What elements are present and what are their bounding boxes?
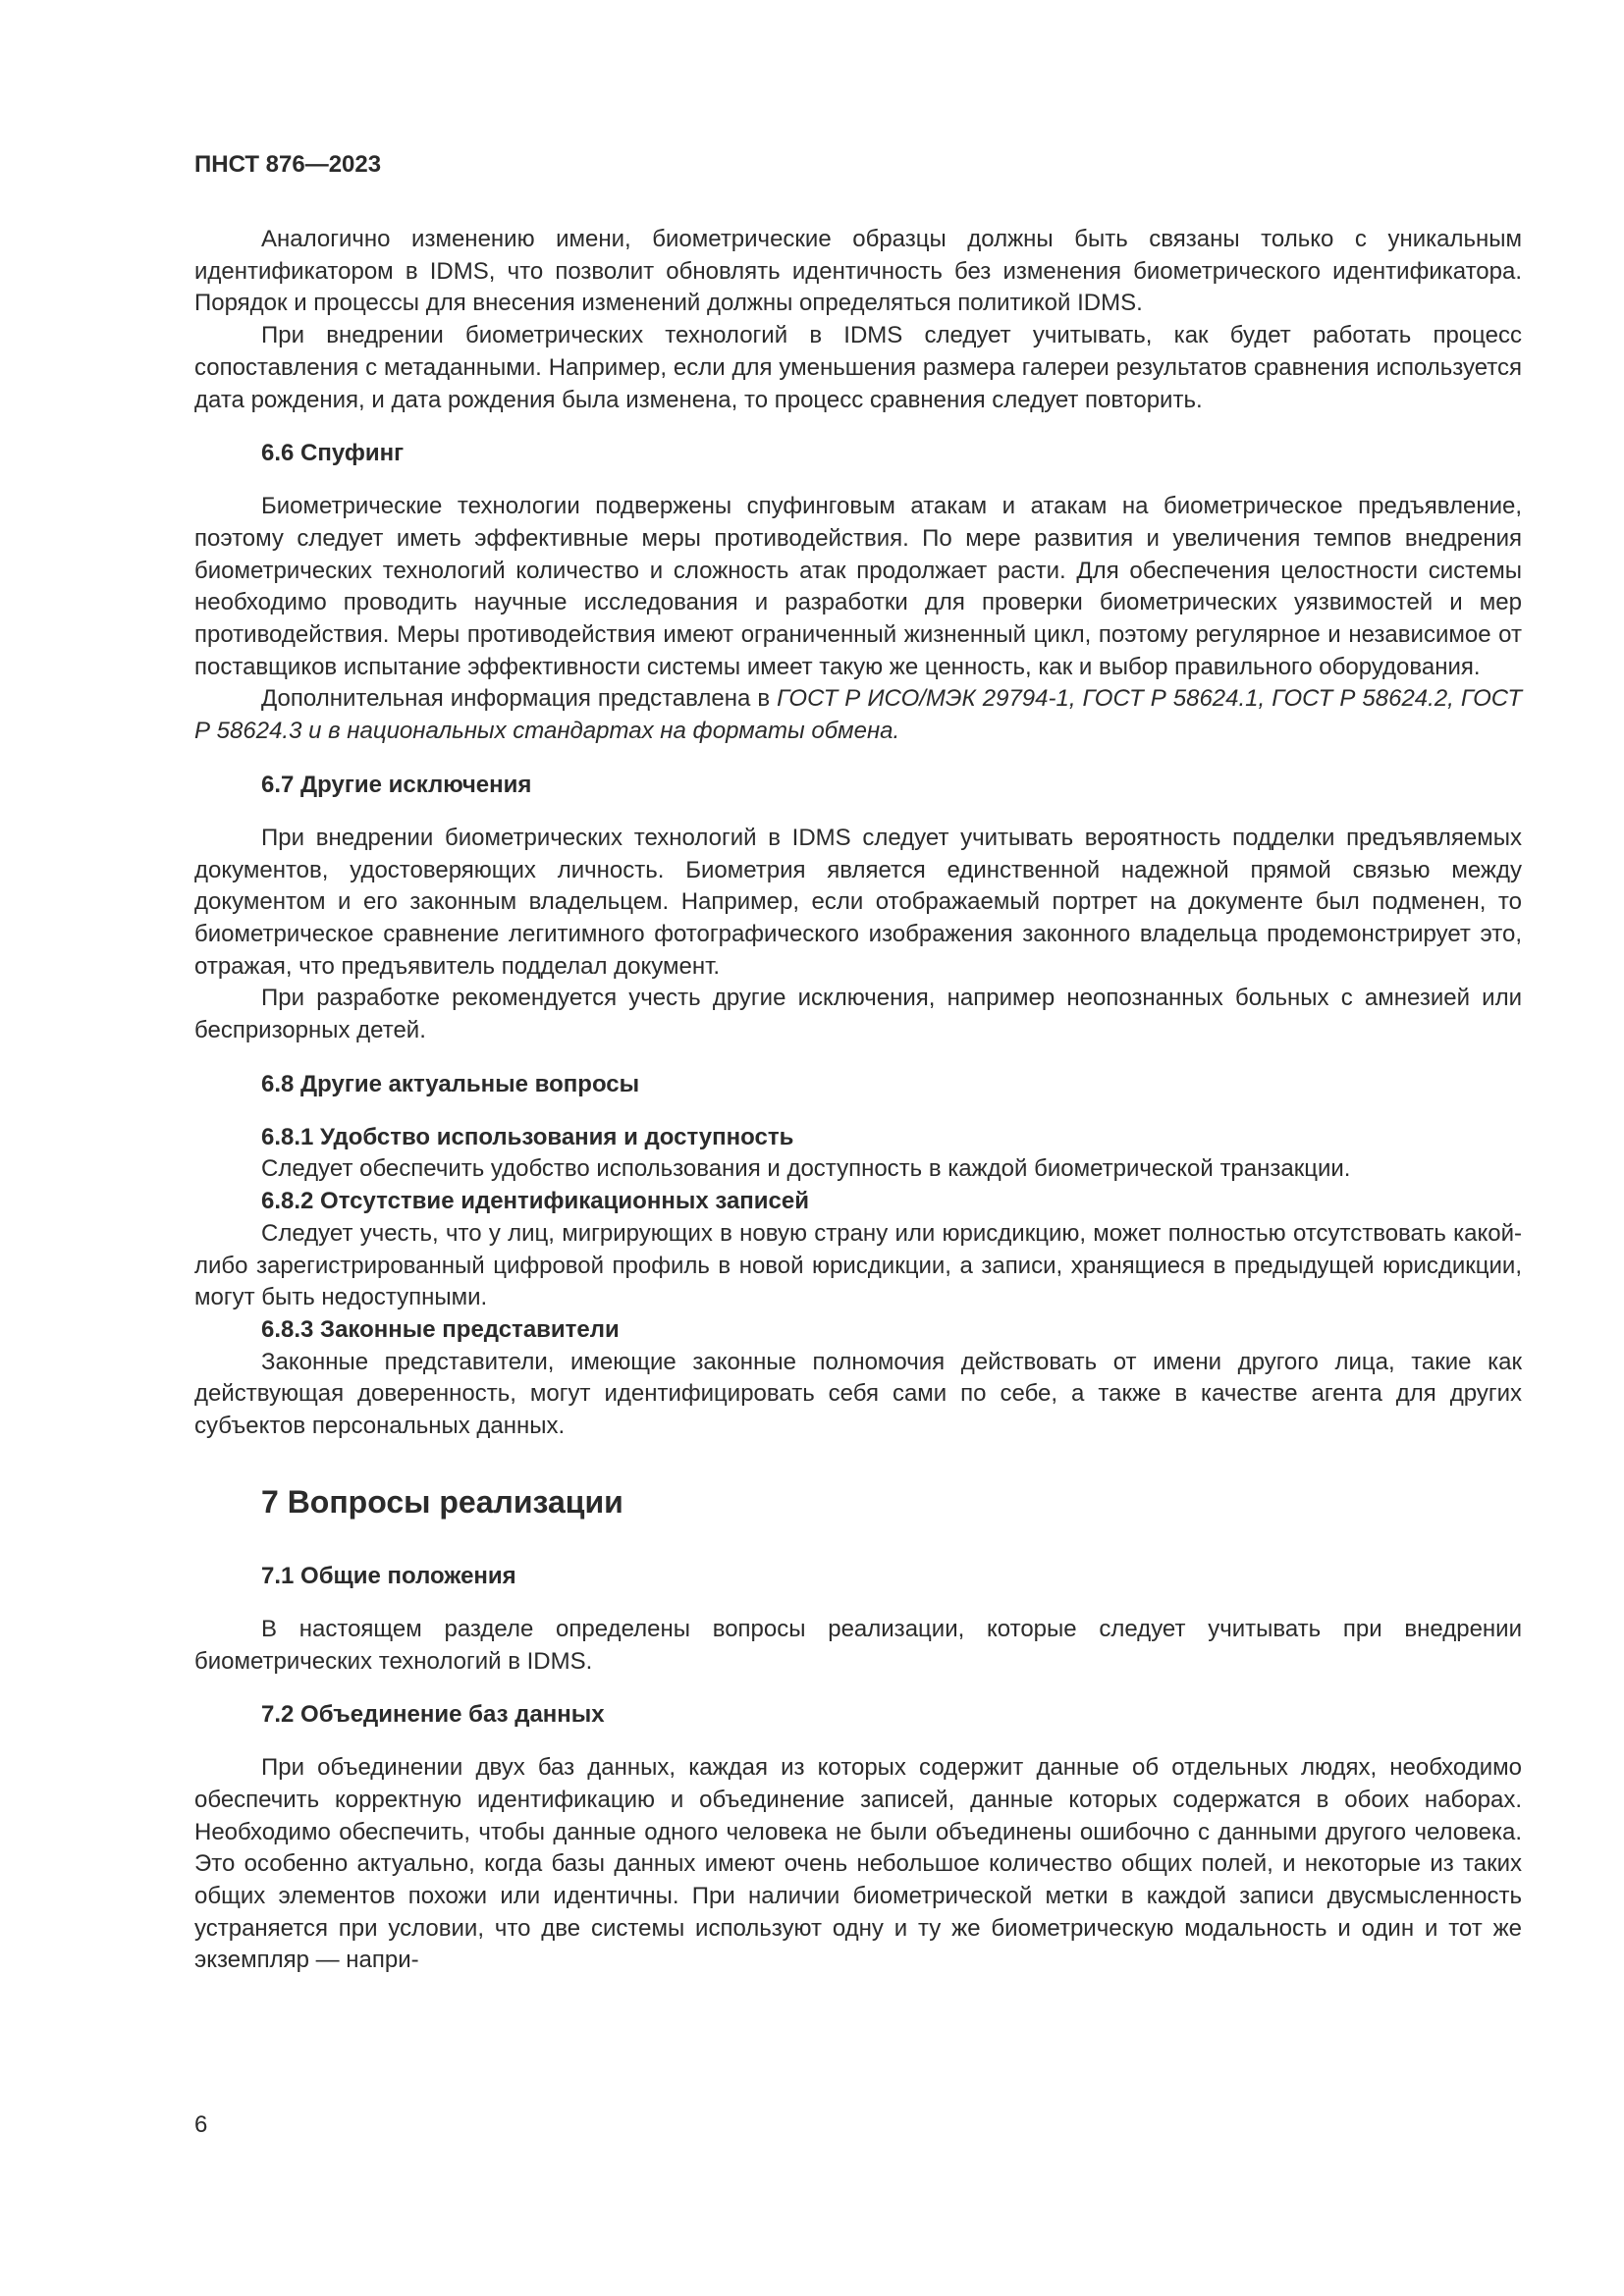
subsection-heading-6-8-1: 6.8.1 Удобство использования и доступность (261, 1123, 794, 1150)
section-heading-6-7: 6.7 Другие исключения (261, 771, 532, 798)
paragraph-6-7-2: При разработке рекомендуется учесть другие исключения, например неопознанных больных с амнезией или беспризорных детей. (194, 985, 1522, 1044)
paragraph-intro-2: При внедрении биометрических технологий в IDMS следует учитывать, как будет работать процесс сопоставления с метаданными. Например, если для уменьшения размера галереи результатов сравнения используется дата рождения, и дата рождения была изменена, то процесс сравнения следует повторить. (194, 322, 1522, 413)
section-heading-7: 7 Вопросы реализации (261, 1483, 623, 1520)
paragraph-6-6-1: Биометрические технологии подвержены спуфинговым атакам и атакам на биометрическое предъявление, поэтому следует иметь эффективные меры противодействия. По мере развития и увеличения темпов внедрения биометрических технологий количество и сложность атак продолжает расти. Для обеспечения целостности системы необходимо проводить научные исследования и разработки для проверки биометрических уязвимостей и мер противодействия. Меры противодействия имеют ограниченный жизненный цикл, поэтому регулярное и независимое от поставщиков испытание эффективности системы имеет такую же ценность, как и выбор правильного оборудования. (194, 493, 1522, 680)
paragraph-intro-1: Аналогично изменению имени, биометрические образцы должны быть связаны только с уникальным идентификатором в IDMS, что позволит обновлять идентичность без изменения биометрического идентификатора. Порядок и процессы для внесения изменений должны определяться политикой IDMS. (194, 226, 1522, 317)
paragraph-6-6-2 (194, 683, 1522, 747)
section-heading-6-6: 6.6 Спуфинг (261, 440, 405, 467)
paragraph-6-8-3: Законные представители, имеющие законные полномочия действовать от имени другого лица, такие как действующая доверенность, могут идентифицировать себя сами по себе, а также в качестве агента для других субъектов персональных данных. (194, 1348, 1522, 1440)
paragraph-7-1: В настоящем разделе определены вопросы реализации, которые следует учитывать при внедрении биометрических технологий в IDMS. (194, 1615, 1522, 1675)
paragraph-6-7-1: При внедрении биометрических технологий в IDMS следует учитывать вероятность подделки предъявляемых документов, удостоверяющих личность. Биометрия является единственной надежной прямой связью между документом и его законным владельцем. Например, если отображаемый портрет на документе был подменен, то биометрическое сравнение легитимного фотографического изображения законного владельца продемонстрирует это, отражая, что предъявитель подделал документ. (194, 824, 1522, 980)
paragraph-6-6-2-lead: Дополнительная информация представлена в (261, 685, 778, 713)
document-body (194, 224, 1522, 1977)
subsection-heading-6-8-2: 6.8.2 Отсутствие идентификационных записей (261, 1188, 809, 1215)
page-number: 6 (194, 2111, 208, 2138)
paragraph-6-8-1: Следует обеспечить удобство использования и доступность в каждой биометрической транзакции. (261, 1155, 1351, 1183)
section-heading-6-8: 6.8 Другие актуальные вопросы (261, 1070, 640, 1097)
standards-references: ГОСТ Р ИСО/МЭК 29794-1, ГОСТ Р 58624.1, ГОСТ Р 58624.2, ГОСТ Р 58624.3 и в национальных стандартах на форматы обмена. (194, 685, 1523, 745)
paragraph-7-2: При объединении двух баз данных, каждая из которых содержит данные об отдельных людях, необходимо обеспечить корректную идентификацию и объединение записей, данные которых содержатся в обоих наборах. Необходимо обеспечить, чтобы данные одного человека не были объединены ошибочно с данными другого человека. Это особенно актуально, когда базы данных имеют очень небольшое количество общих полей, и некоторые из таких общих элементов похожи или идентичны. При наличии биометрической метки в каждой записи двусмысленность устраняется при условии, что две системы используют одну и ту же биометрическую модальность и один и тот же экземпляр — напри- (194, 1754, 1522, 1974)
subsection-heading-6-8-3: 6.8.3 Законные представители (261, 1315, 620, 1343)
paragraph-6-8-2: Следует учесть, что у лиц, мигрирующих в новую страну или юрисдикцию, может полностью отсутствовать какой-либо зарегистрированный цифровой профиль в новой юрисдикции, а записи, хранящиеся в предыдущей юрисдикции, могут быть недоступными. (194, 1219, 1522, 1311)
section-heading-7-2: 7.2 Объединение баз данных (261, 1701, 605, 1729)
document-header-id: ПНСТ 876—2023 (194, 151, 382, 178)
section-heading-7-1: 7.1 Общие положения (261, 1562, 516, 1589)
